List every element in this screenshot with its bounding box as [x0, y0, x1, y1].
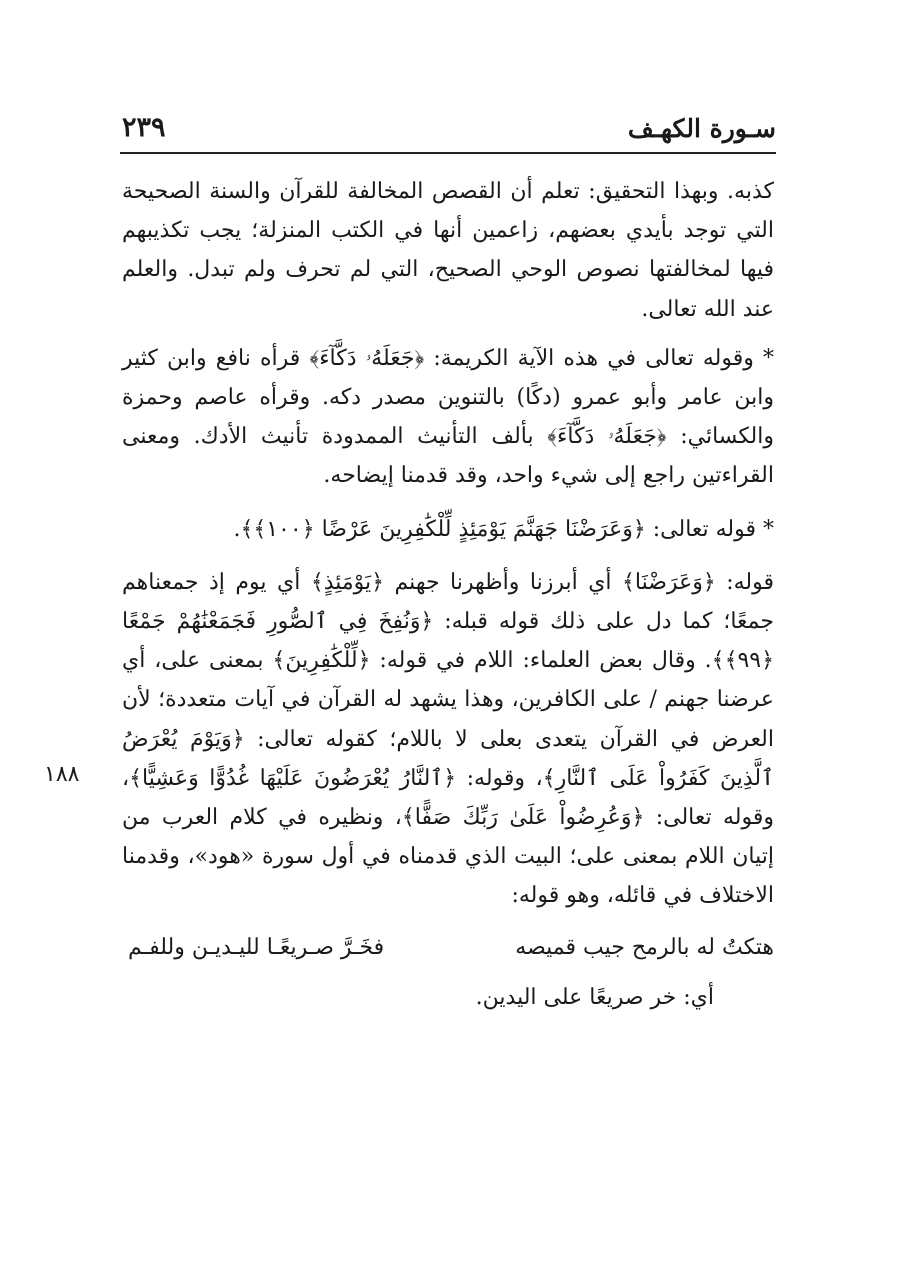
margin-page-reference: ١٨٨: [44, 762, 80, 787]
page-header: [120, 108, 776, 154]
poetry-verse: [122, 928, 774, 968]
page-number: ٢٣٩: [122, 112, 166, 143]
paragraph-5: أي: خر صريعًا على اليدين.: [475, 984, 714, 1010]
paragraph-3: * قوله تعالى: ﴿وَعَرَضْنَا جَهَنَّمَ يَوْمَئِذٍ لِّلْكَٰفِرِينَ عَرْضًا ﴿١٠٠﴾﴾.: [233, 516, 774, 542]
verse-hemistich-first: هتكتُ له بالرمح جيب قميصه: [515, 934, 774, 960]
verse-hemistich-second: فخَـرَّ صـريعًـا لليـديـن وللفـم: [128, 934, 385, 960]
paragraph-1: كذبه. وبهذا التحقيق: تعلم أن القصص المخالفة للقرآن والسنة الصحيحة التي توجد بأيدي بعضهم، زاعمين أنها في الكتب المنزلة؛ يجب تكذيبهم فيها لمخالفتها نصوص الوحي الصحيح، التي لم تحرف ولم تبدل. والعلم عند الله تعالى.: [122, 179, 774, 322]
surah-title: سـورة الكهـف: [627, 114, 776, 143]
paragraph-4: قوله: ﴿وَعَرَضْنَا﴾ أي أبرزنا وأظهرنا جهنم ﴿يَوْمَئِذٍ﴾ أي يوم إذ جمعناهم جمعًا؛ كما دل على ذلك قوله قبله: ﴿وَنُفِخَ فِي ٱلصُّورِ فَجَمَعْنَٰهُمْ جَمْعًا ﴿٩٩﴾﴾. وقال بعض العلماء: اللام في قوله: ﴿لِّلْكَٰفِرِينَ﴾ بمعنى على، أي عرضنا جهنم / على الكافرين، وهذا يشهد له القرآن في آيات متعددة؛ لأن العرض في القرآن يتعدى بعلى لا باللام؛ كقوله تعالى: ﴿وَيَوْمَ يُعْرَضُ ٱلَّذِينَ كَفَرُواْ عَلَى ٱلنَّارِ﴾، وقوله: ﴿ٱلنَّارُ يُعْرَضُونَ عَلَيْهَا غُدُوًّا وَعَشِيًّا﴾، وقوله تعالى: ﴿وَعُرِضُواْ عَلَىٰ رَبِّكَ صَفًّا﴾، ونظيره في كلام العرب من إتيان اللام بمعنى على؛ البيت الذي قدمناه في أول سورة «هود»، وقدمنا الاختلاف في قائله، وهو قوله:: [122, 569, 774, 909]
page-body: [122, 172, 774, 1017]
paragraph-2: * وقوله تعالى في هذه الآية الكريمة: ﴿جَعَلَهُۥ دَكَّآءَ﴾ قرأه نافع وابن كثير وابن عامر وأبو عمرو (دكًا) بالتنوين مصدر دكه. وقرأه عاصم وحمزة والكسائي: ﴿جَعَلَهُۥ دَكَّآءَ﴾ بألف التأنيث الممدودة تأنيث الأدك. ومعنى القراءتين راجع إلى شيء واحد، وقد قدمنا إيضاحه.: [122, 345, 774, 489]
